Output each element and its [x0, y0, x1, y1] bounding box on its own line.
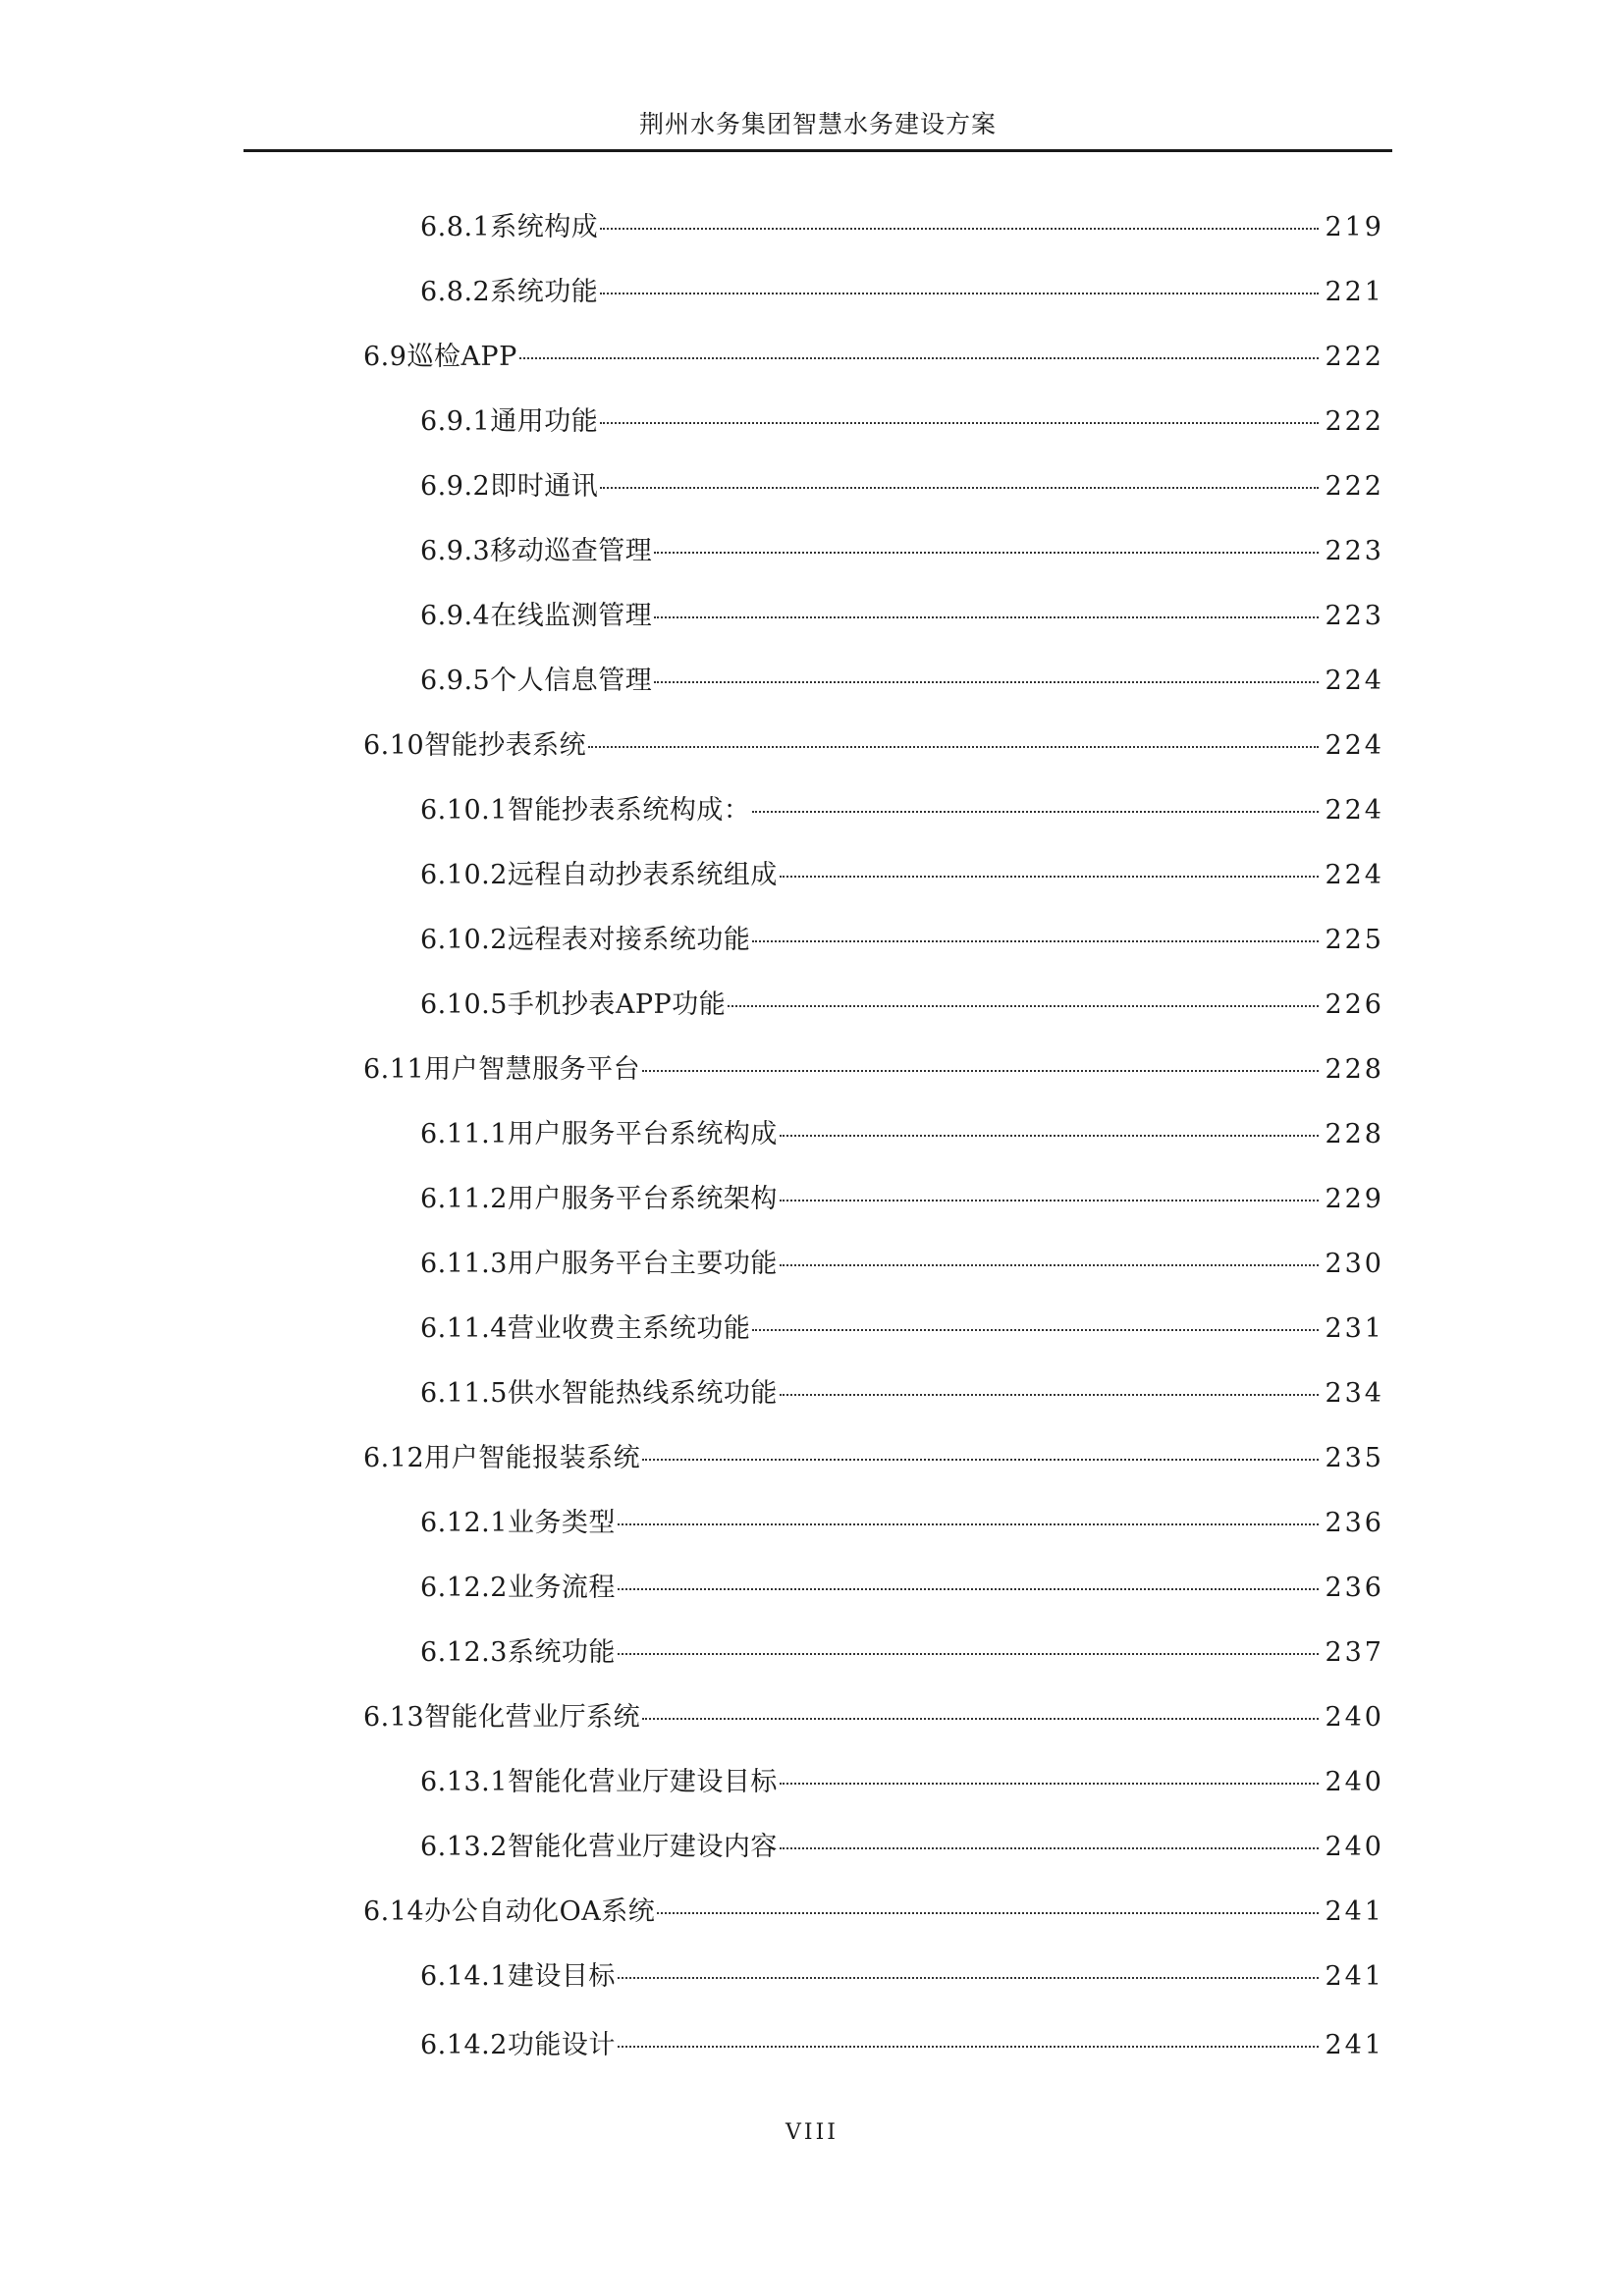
- toc-entry-page: 234: [1325, 1378, 1384, 1409]
- toc-entry-title: 6.13.1智能化营业厅建设目标: [420, 1767, 778, 1797]
- toc-entry-page: 236: [1325, 1508, 1384, 1538]
- toc-entry-title: 6.12.3系统功能: [420, 1637, 616, 1668]
- toc-entry[interactable]: [0, 2024, 1384, 2067]
- toc-entry[interactable]: [0, 1826, 1384, 1869]
- toc-entry-page: 240: [1325, 1767, 1384, 1797]
- toc-dot-leader: [654, 681, 1319, 683]
- toc-entry[interactable]: [0, 271, 1384, 314]
- toc-entry-title: 6.8.2系统功能: [420, 277, 599, 307]
- toc-entry-page: 222: [1325, 406, 1384, 437]
- toc-entry-page: 241: [1325, 2030, 1384, 2060]
- toc-entry-title: 6.9巡检APP: [363, 342, 517, 372]
- toc-entry[interactable]: [0, 206, 1384, 249]
- toc-entry-title: 6.11.3用户服务平台主要功能: [420, 1249, 778, 1279]
- toc-entry-title: 6.12.2业务流程: [420, 1573, 616, 1603]
- toc-entry[interactable]: [0, 660, 1384, 703]
- toc-entry[interactable]: [0, 1761, 1384, 1804]
- toc-entry[interactable]: [0, 1308, 1384, 1351]
- toc-entry[interactable]: [0, 789, 1384, 832]
- toc-entry-page: 241: [1325, 1961, 1384, 1992]
- toc-dot-leader: [780, 1264, 1320, 1266]
- toc-dot-leader: [752, 940, 1319, 942]
- toc-entry[interactable]: [0, 1243, 1384, 1286]
- toc-entry-page: 224: [1325, 730, 1384, 761]
- toc-entry-title: 6.14.2功能设计: [420, 2030, 616, 2060]
- toc-entry-page: 225: [1325, 925, 1384, 955]
- toc-entry-title: 6.10.2远程自动抄表系统组成: [420, 860, 778, 890]
- toc-entry-title: 6.12.1业务类型: [420, 1508, 616, 1538]
- toc-dot-leader: [780, 1135, 1320, 1137]
- toc-dot-leader: [780, 1783, 1320, 1785]
- toc-entry-title: 6.13智能化营业厅系统: [363, 1702, 641, 1733]
- toc-entry[interactable]: [0, 1113, 1384, 1156]
- toc-entry[interactable]: [0, 919, 1384, 962]
- toc-entry[interactable]: [0, 1891, 1384, 1934]
- toc-entry[interactable]: [0, 465, 1384, 508]
- toc-dot-leader: [780, 1394, 1320, 1396]
- toc-entry-page: 228: [1325, 1054, 1384, 1085]
- toc-entry-title: 6.12用户智能报装系统: [363, 1443, 641, 1473]
- toc-dot-leader: [618, 2046, 1320, 2048]
- toc-entry-page: 240: [1325, 1832, 1384, 1862]
- toc-entry-page: 223: [1325, 536, 1384, 566]
- toc-entry[interactable]: [0, 984, 1384, 1027]
- toc-entry-title: 6.8.1系统构成: [420, 212, 599, 242]
- toc-entry-title: 6.10智能抄表系统: [363, 730, 587, 761]
- page-number: VIII: [785, 2120, 839, 2145]
- toc-dot-leader: [519, 357, 1320, 359]
- toc-entry-page: 230: [1325, 1249, 1384, 1279]
- toc-entry-title: 6.13.2智能化营业厅建设内容: [420, 1832, 778, 1862]
- toc-dot-leader: [588, 746, 1319, 748]
- toc-entry-title: 6.11.1用户服务平台系统构成: [420, 1119, 778, 1149]
- toc-entry-title: 6.10.1智能抄表系统构成：: [420, 795, 751, 826]
- toc-entry[interactable]: [0, 1437, 1384, 1480]
- toc-entry-title: 6.9.4在线监测管理: [420, 601, 653, 631]
- toc-dot-leader: [600, 487, 1319, 489]
- toc-entry-page: 221: [1325, 277, 1384, 307]
- toc-dot-leader: [600, 228, 1319, 230]
- toc-dot-leader: [618, 1588, 1320, 1590]
- toc-entry-title: 6.11.5供水智能热线系统功能: [420, 1378, 778, 1409]
- toc-entry[interactable]: [0, 1048, 1384, 1092]
- toc-entry[interactable]: [0, 1696, 1384, 1739]
- toc-entry-page: 236: [1325, 1573, 1384, 1603]
- toc-entry-page: 241: [1325, 1896, 1384, 1927]
- toc-entry-page: 224: [1325, 860, 1384, 890]
- toc-entry-title: 6.9.2即时通讯: [420, 471, 599, 502]
- toc-dot-leader: [642, 1070, 1319, 1072]
- toc-entry[interactable]: [0, 595, 1384, 638]
- toc-entry-title: 6.10.5手机抄表APP功能: [420, 989, 727, 1020]
- toc-dot-leader: [657, 1912, 1319, 1914]
- toc-dot-leader: [654, 552, 1319, 554]
- toc-entry-title: 6.11用户智慧服务平台: [363, 1054, 641, 1085]
- toc-dot-leader: [642, 1459, 1319, 1461]
- toc-dot-leader: [642, 1718, 1319, 1720]
- page-header-title: 荆州水务集团智慧水务建设方案: [638, 110, 997, 138]
- toc-dot-leader: [618, 1977, 1320, 1979]
- toc-entry-page: 219: [1325, 212, 1384, 242]
- toc-entry-title: 6.11.4营业收费主系统功能: [420, 1313, 751, 1344]
- toc-dot-leader: [752, 811, 1319, 813]
- toc-dot-leader: [600, 293, 1319, 294]
- toc-entry-page: 223: [1325, 601, 1384, 631]
- toc-entry-title: 6.14办公自动化OA系统: [363, 1896, 656, 1927]
- toc-dot-leader: [728, 1005, 1319, 1007]
- toc-entry-page: 222: [1325, 342, 1384, 372]
- toc-entry-page: 231: [1325, 1313, 1384, 1344]
- header-divider: [244, 149, 1392, 152]
- toc-entry-title: 6.11.2用户服务平台系统架构: [420, 1184, 778, 1214]
- toc-dot-leader: [618, 1523, 1320, 1525]
- toc-entry[interactable]: [0, 1178, 1384, 1221]
- toc-entry[interactable]: [0, 1567, 1384, 1610]
- toc-entry[interactable]: [0, 1372, 1384, 1415]
- toc-dot-leader: [780, 1847, 1320, 1849]
- toc-dot-leader: [618, 1653, 1320, 1655]
- toc-entry-title: 6.10.2远程表对接系统功能: [420, 925, 751, 955]
- toc-entry[interactable]: [0, 336, 1384, 379]
- toc-entry-page: 228: [1325, 1119, 1384, 1149]
- toc-entry-page: 240: [1325, 1702, 1384, 1733]
- toc-entry[interactable]: [0, 1955, 1384, 1999]
- toc-entry[interactable]: [0, 854, 1384, 897]
- toc-entry[interactable]: [0, 1502, 1384, 1545]
- toc-dot-leader: [654, 616, 1319, 618]
- toc-entry-title: 6.9.3移动巡查管理: [420, 536, 653, 566]
- toc-entry-title: 6.14.1建设目标: [420, 1961, 616, 1992]
- toc-entry-page: 224: [1325, 795, 1384, 826]
- toc-entry-title: 6.9.5个人信息管理: [420, 666, 653, 696]
- toc-dot-leader: [600, 422, 1319, 424]
- toc-entry-page: 229: [1325, 1184, 1384, 1214]
- toc-entry-page: 222: [1325, 471, 1384, 502]
- toc-entry-page: 235: [1325, 1443, 1384, 1473]
- toc-dot-leader: [780, 876, 1320, 878]
- toc-entry[interactable]: [0, 400, 1384, 444]
- toc-entry[interactable]: [0, 724, 1384, 768]
- toc-dot-leader: [752, 1329, 1319, 1331]
- toc-entry-page: 224: [1325, 666, 1384, 696]
- toc-entry-page: 237: [1325, 1637, 1384, 1668]
- toc-dot-leader: [780, 1200, 1320, 1201]
- toc-entry[interactable]: [0, 1631, 1384, 1675]
- toc-entry-title: 6.9.1通用功能: [420, 406, 599, 437]
- toc-entry-page: 226: [1325, 989, 1384, 1020]
- toc-entry[interactable]: [0, 530, 1384, 573]
